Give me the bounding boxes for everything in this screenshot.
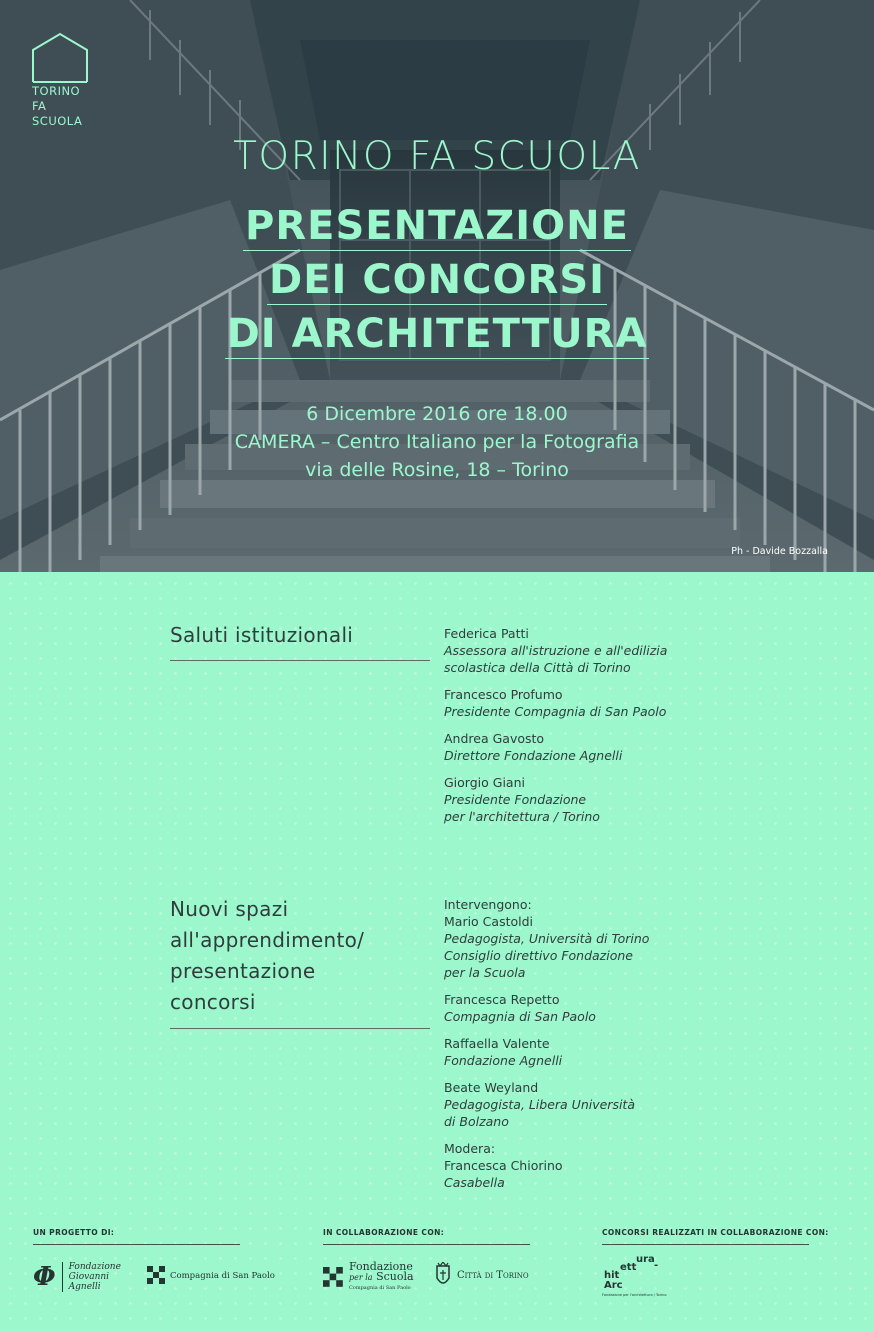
arch-word: ura bbox=[636, 1254, 655, 1265]
speaker-role: Fondazione Agnelli bbox=[444, 1053, 563, 1068]
fps-scuola: Scuola bbox=[376, 1270, 414, 1283]
speaker-entry bbox=[444, 1140, 774, 1191]
footer-label-concorsi: CONCORSI REALIZZATI IN COLLABORAZIONE CON: bbox=[602, 1228, 829, 1237]
speaker-role: Casabella bbox=[444, 1175, 505, 1190]
fondazione-agnelli-logo[interactable] bbox=[33, 1262, 121, 1292]
section-divider bbox=[170, 1028, 430, 1029]
fps-per: per la bbox=[349, 1273, 373, 1282]
headline-line: DEI CONCORSI bbox=[268, 257, 606, 303]
logo-line: FA bbox=[32, 99, 47, 113]
event-venue: CAMERA – Centro Italiano per la Fotografia bbox=[234, 431, 640, 453]
torino-fa-scuola-logo-text bbox=[32, 84, 82, 129]
speaker-entry bbox=[444, 896, 774, 981]
section-divider bbox=[170, 660, 430, 661]
citta-di-torino-logo[interactable] bbox=[434, 1262, 529, 1288]
fps-sub: Compagnia di San Paolo bbox=[349, 1285, 411, 1291]
headline-line: DI ARCHITETTURA bbox=[226, 311, 648, 357]
speaker-entry bbox=[444, 774, 774, 825]
speaker-name: Federica Patti bbox=[444, 626, 529, 641]
arch-word: hit bbox=[604, 1270, 620, 1281]
photo-credit: Ph - Davide Bozzalla bbox=[731, 546, 828, 557]
section-title-line: all'apprendimento/ bbox=[170, 928, 365, 952]
csp-name: Compagnia di San Paolo bbox=[170, 1271, 275, 1281]
speaker-name: Francesco Profumo bbox=[444, 687, 563, 702]
arch-word: ett bbox=[620, 1262, 637, 1273]
event-date: 6 Dicembre 2016 ore 18.00 bbox=[306, 403, 568, 425]
logo-line: SCUOLA bbox=[32, 114, 83, 128]
speaker-entry bbox=[444, 1079, 774, 1130]
speaker-role: Presidente Compagnia di San Paolo bbox=[444, 704, 667, 719]
section-title-nuovi-spazi bbox=[170, 894, 430, 1018]
checker-icon bbox=[323, 1267, 345, 1289]
section-title-line: presentazione bbox=[170, 959, 316, 983]
speaker-name: Raffaella Valente bbox=[444, 1036, 550, 1051]
speaker-role: Compagnia di San Paolo bbox=[444, 1009, 596, 1024]
footer-divider bbox=[33, 1244, 240, 1245]
speaker-entry bbox=[444, 625, 774, 676]
torino-fa-scuola-house-icon bbox=[30, 32, 90, 84]
speaker-role: Pedagogista, Università di Torino Consiglio direttivo Fondazione per la Scuola bbox=[444, 931, 650, 980]
speaker-role: Direttore Fondazione Agnelli bbox=[444, 748, 623, 763]
fondazione-per-la-scuola-logo[interactable] bbox=[323, 1262, 414, 1293]
torino-crest-icon bbox=[434, 1262, 452, 1288]
footer-label-collaborazione: IN COLLABORAZIONE CON: bbox=[323, 1228, 445, 1237]
footer-divider bbox=[323, 1244, 530, 1245]
footer-label-progetto: UN PROGETTO DI: bbox=[33, 1228, 115, 1237]
main-headline bbox=[0, 199, 874, 361]
fps-name bbox=[349, 1262, 414, 1293]
speaker-name: Andrea Gavosto bbox=[444, 731, 545, 746]
compagnia-san-paolo-logo[interactable] bbox=[147, 1266, 275, 1286]
speaker-entry bbox=[444, 991, 774, 1025]
event-series-title: TORINO FA SCUOLA bbox=[233, 134, 641, 179]
phi-icon: Φ bbox=[33, 1262, 56, 1292]
speaker-entry bbox=[444, 686, 774, 720]
speaker-entry bbox=[444, 730, 774, 764]
logo-divider bbox=[62, 1262, 63, 1292]
nuovi-spazi-speakers-list bbox=[444, 896, 774, 1201]
arch-word: Arc bbox=[604, 1280, 623, 1291]
speaker-entry bbox=[444, 1035, 774, 1069]
event-details bbox=[0, 400, 874, 484]
fps-line: Fondazione bbox=[349, 1260, 413, 1273]
speaker-name: Giorgio Giani bbox=[444, 775, 525, 790]
section-title-line: concorsi bbox=[170, 990, 256, 1014]
fondazione-architettura-logo[interactable] bbox=[602, 1254, 682, 1300]
fga-line: Fondazione bbox=[68, 1262, 121, 1272]
fga-name bbox=[69, 1262, 121, 1292]
speaker-name: Beate Weyland bbox=[444, 1080, 539, 1095]
arch-dash: - bbox=[654, 1260, 659, 1271]
fga-line: Giovanni bbox=[68, 1272, 110, 1282]
saluti-speakers-list bbox=[444, 625, 774, 835]
speaker-name: Francesca Repetto bbox=[444, 992, 560, 1007]
event-address: via delle Rosine, 18 – Torino bbox=[305, 459, 569, 481]
headline-line: PRESENTAZIONE bbox=[245, 203, 629, 249]
speaker-role: Pedagogista, Libera Università di Bolzano bbox=[444, 1097, 635, 1129]
footer-divider bbox=[602, 1244, 809, 1245]
arch-sub: Fondazione per l'architettura / Torino bbox=[602, 1293, 667, 1297]
speaker-role: Presidente Fondazione per l'architettura / Torino bbox=[444, 792, 600, 824]
fga-line: Agnelli bbox=[68, 1282, 101, 1292]
speaker-role: Assessora all'istruzione e all'edilizia scolastica della Città di Torino bbox=[444, 643, 668, 675]
section-title-saluti: Saluti istituzionali bbox=[170, 623, 354, 647]
checker-icon bbox=[147, 1266, 167, 1286]
logo-line: TORINO bbox=[32, 84, 81, 98]
hero-photo-banner bbox=[0, 0, 874, 572]
citta-name: Città di Torino bbox=[457, 1269, 529, 1281]
speaker-name: Modera: Francesca Chiorino bbox=[444, 1141, 563, 1173]
speaker-name: Intervengono: Mario Castoldi bbox=[444, 897, 534, 929]
section-title-line: Nuovi spazi bbox=[170, 897, 289, 921]
